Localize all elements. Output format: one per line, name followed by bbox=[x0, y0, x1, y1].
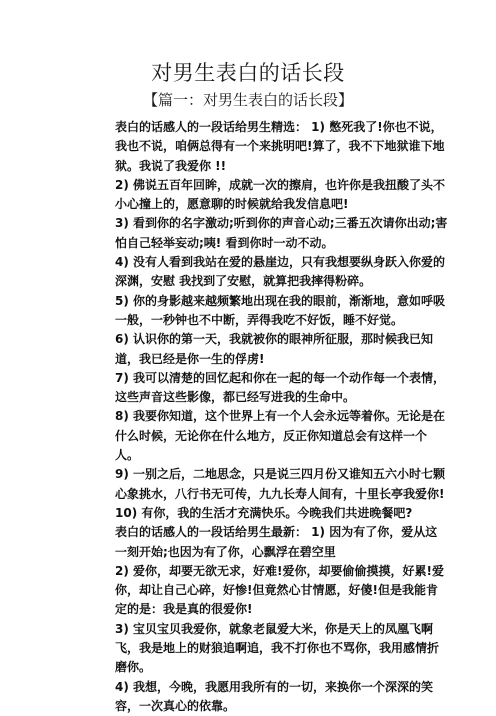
paragraph: 2) 佛说五百年回眸，成就一次的擦肩，也许你是我扭酸了头不小心撞上的，愿意聊的时候就给我发信息吧! bbox=[115, 177, 446, 212]
paragraph: 7) 我可以清楚的回忆起和你在一起的每一个动作每一个表情，这些声音这些影像，都已经写进我的生命中。 bbox=[115, 370, 446, 405]
paragraph: 表白的话感人的一段话给男生最新： 1) 因为有了你，爱从这一刻开始;也因为有了你，心飘浮在碧空里 bbox=[115, 525, 438, 559]
paragraph: 2) 爱你，却要无欲无求，好难!爱你，却要偷偷摸摸，好累!爱你，却让自己心碎，好惨!但竟然心甘情愿，好傻!但是我能肯定的是：我是真的很爱你! bbox=[115, 563, 444, 617]
paragraph: 5) 你的身影越来越频繁地出现在我的眼前，渐渐地，意如呼吸一般，一秒钟也不中断，弄得我吃不好饭，睡不好觉。 bbox=[115, 293, 446, 327]
section-heading: 【篇一：对男生表白的话长段】 bbox=[142, 91, 353, 109]
paragraph: 表白的话感人的一段话给男生精选： 1) 憋死我了!你也不说，我也不说，咱俩总得有一个来挑明吧!算了，我不下地狱谁下地狱。我说了我爱你 !! bbox=[115, 120, 445, 173]
paragraph: 4) 我想，今晚，我愿用我所有的一切，来换你一个深深的笑容，一次真心的依靠。 bbox=[115, 679, 434, 713]
paragraph: 8) 我要你知道，这个世界上有一个人会永远等着你。无论是在什么时候，无论你在什么地方，反正你知道总会有这样一个人。 bbox=[115, 409, 446, 463]
paragraph: 9) 一别之后，二地思念，只是说三四月份又谁知五六小时七颗心象挑水，八行书无可传，九九长寿人间有，十里长亭我爱你! bbox=[115, 467, 446, 501]
page-title: 对男生表白的话长段 bbox=[151, 61, 345, 85]
paragraph: 6) 认识你的第一天，我就被你的眼神所征服，那时候我已知道，我已经是你一生的俘虏! bbox=[115, 332, 434, 366]
paragraph: 3) 宝贝宝贝我爱你，就象老鼠爱大米，你是天上的凤凰飞啊飞，我是地上的财狼追啊追，我不打你也不骂你，我用感情折磨你。 bbox=[115, 621, 440, 675]
paragraph: 3) 看到你的名字激动;听到你的声音心动;三番五次请你出动;害怕自己轻举妄动;咦! 看到你时一动不动。 bbox=[115, 216, 448, 250]
article-body bbox=[115, 118, 448, 716]
paragraph: 10) 有你，我的生活才充满快乐。今晚我们共进晚餐吧? bbox=[115, 505, 413, 520]
paragraph: 4) 没有人看到我站在爱的悬崖边，只有我想要纵身跃入你爱的深渊，安慰 我找到了安慰，就算把我摔得粉碎。 bbox=[115, 255, 446, 289]
